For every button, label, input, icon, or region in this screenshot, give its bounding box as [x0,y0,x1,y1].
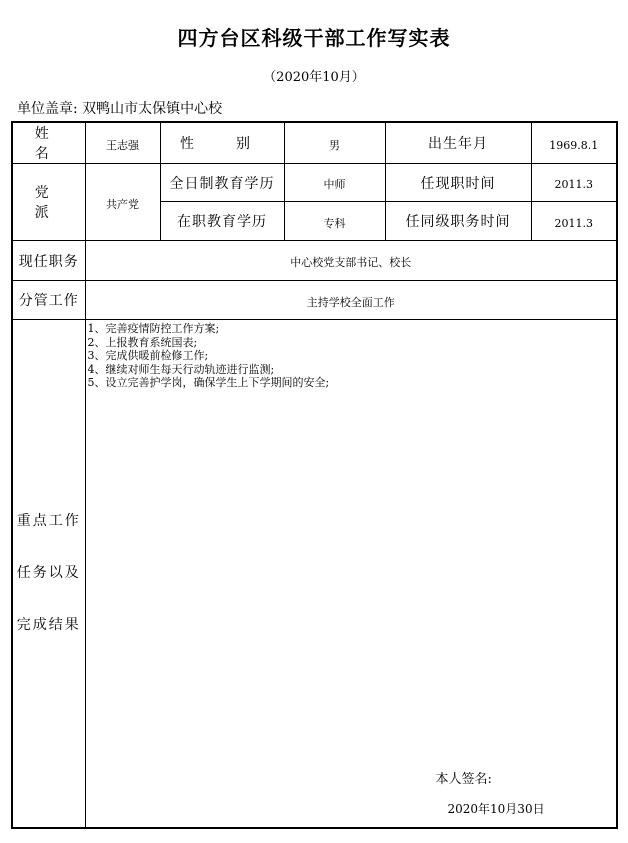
signature-label: 本人签名: [435,772,492,787]
current-position-label: 现任职务 [18,253,79,270]
tasks-label-line-2: 任务以及 [16,565,81,582]
page-subtitle: （2020年10月） [263,70,365,85]
current-post-time-value-cell [531,164,617,202]
tasks-label-line-3: 完成结果 [16,617,81,634]
name-label: 姓 名 [34,126,91,162]
current-position-label-cell [12,241,85,281]
tasks-label-line-1: 重点工作 [16,513,81,530]
tasks-label-cell [12,320,85,828]
task-item-3: 3、完成供暖前检修工作; [87,349,209,362]
name-label-cell [12,122,91,164]
duties-value-cell [85,281,617,320]
tasks-content-cell [85,320,617,828]
row-basic-info [12,122,617,164]
row-current-position [12,241,617,281]
name-value-cell [85,122,160,164]
row-fulltime-edu [12,164,617,202]
inservice-edu-value: 专科 [323,216,346,230]
task-item-4: 4、继续对师生每天行动轨迹进行监测; [87,362,275,376]
party-label-cell [12,164,91,241]
gender-value-cell [284,122,385,164]
duties-label: 分管工作 [18,293,79,309]
row-tasks [12,320,617,828]
same-level-time-label-cell [385,202,531,241]
current-position-value: 中心校党支部书记、校长 [290,256,412,269]
party-value-cell [85,164,160,241]
fulltime-edu-label-cell [160,164,284,202]
same-level-time-value: 2011.3 [554,216,593,230]
task-item-5: 5、设立完善护学岗，确保学生上下学期间的安全; [87,376,330,389]
inservice-edu-label: 在职教育学历 [177,214,267,230]
same-level-time-value-cell [531,202,617,241]
gender-label: 性 别 [180,136,264,152]
row-duties [12,281,617,320]
same-level-time-label: 任同级职务时间 [405,214,511,230]
current-post-time-label: 任现职时间 [420,175,496,192]
name-value: 王志强 [106,138,139,152]
signature-date: 2020年10月30日 [447,802,545,816]
birth-label: 出生年月 [428,136,488,152]
fulltime-edu-label: 全日制教育学历 [169,175,275,192]
unit-label: 单位盖章: [17,101,78,117]
task-item-1: 1、完善疫情防控工作方案; [87,322,220,335]
party-label: 党 派 [34,185,91,221]
task-list [86,320,617,390]
unit-value: 双鸭山市太保镇中心校 [82,101,223,117]
task-item-2: 2、上报教育系统国表; [87,335,198,349]
inservice-edu-value-cell [284,202,385,241]
birth-value: 1969.8.1 [549,138,599,152]
birth-label-cell [385,122,531,164]
duties-value: 主持学校全面工作 [306,295,395,309]
current-post-time-value: 2011.3 [554,178,593,191]
tasks-label [13,495,85,651]
fulltime-edu-value: 中师 [323,178,346,191]
current-post-time-label-cell [385,164,531,202]
current-position-value-cell [85,241,617,281]
fulltime-edu-value-cell [284,164,385,202]
cadre-form-table [11,121,618,829]
gender-value: 男 [329,138,340,152]
page-title: 四方台区科级干部工作写实表 [177,26,451,50]
unit-line [17,98,222,118]
gender-label-cell [160,122,284,164]
party-value: 共产党 [106,197,139,211]
birth-value-cell [531,122,617,164]
duties-label-cell [12,281,85,320]
inservice-edu-label-cell [160,202,284,241]
